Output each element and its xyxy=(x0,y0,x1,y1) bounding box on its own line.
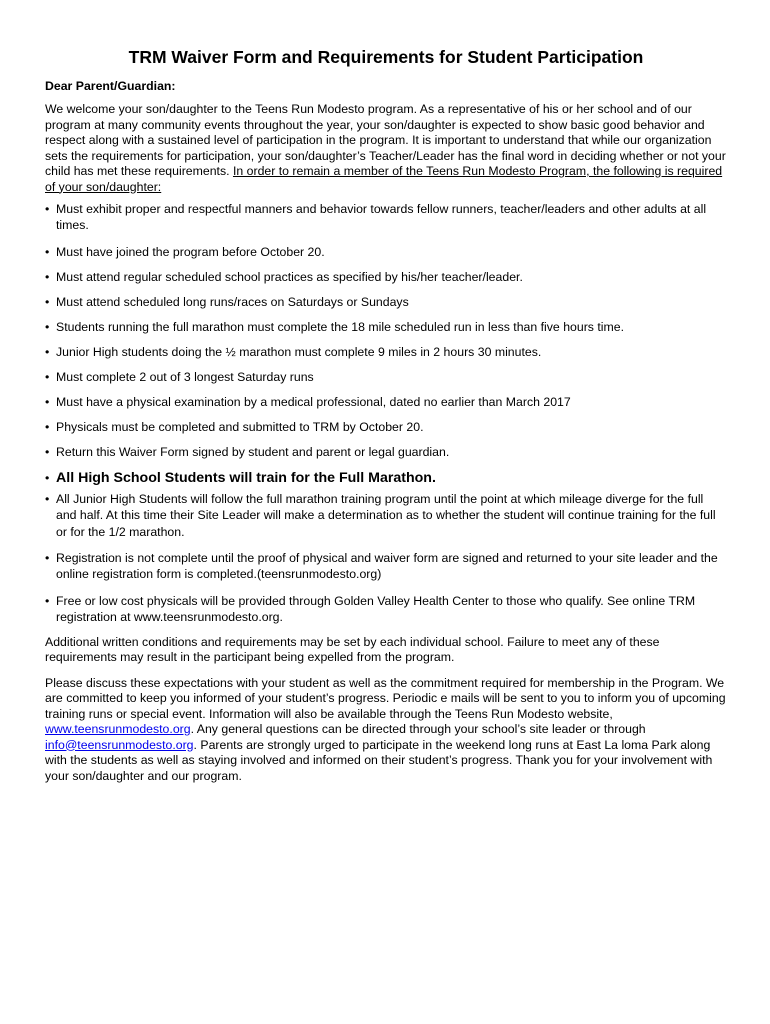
requirement-item: • Return this Waiver Form signed by student and parent or legal guardian. xyxy=(45,445,450,459)
requirement-item: • All Junior High Students will follow the full marathon training program until the point at which mileage diverge for the full and half. At this time their Site Leader will make a determination as to whether the student will continue training for the full or for the 1/2 marathon. xyxy=(45,491,716,539)
bullet-icon: • xyxy=(45,370,50,384)
bullet-icon: • xyxy=(45,491,50,506)
bullet-icon: • xyxy=(45,551,50,565)
intro-underlined-text: In order to remain a member of the Teens Run Modesto Program, the following is required of your son/daughter: xyxy=(45,164,723,194)
bullet-icon: • xyxy=(45,345,50,359)
bullet-icon: • xyxy=(45,245,50,259)
bullet-icon: • xyxy=(45,295,50,309)
page-title: TRM Waiver Form and Requirements for Student Participation xyxy=(128,47,644,67)
requirement-item: • Must have a physical examination by a medical professional, dated no earlier than March 2017 xyxy=(45,395,571,409)
requirements-list xyxy=(45,202,727,625)
salutation: Dear Parent/Guardian: xyxy=(45,79,176,93)
requirement-item: • Registration is not complete until the proof of physical and waiver form are signed and returned to your site leader and the online registration form is completed.(teensrunmodesto.org) xyxy=(45,551,718,581)
closing-paragraph: Please discuss these expectations with your student as well as the commitment required for membership in the Program. We are committed to keep you informed of your student’s progress. Periodic e mails will be sent to you to inform you of upcoming training runs or special event. Information will also be available through the Teens Run Modesto website, www.teensrunmodesto.org. Any general questions can be directed through your school’s site leader or through info@teensrunmodesto.org. Parents are strongly urged to participate in the weekend long runs at East La loma Park along with the students as well as staying involved and informed on their student’s progress. Thank you for your involvement with your son/daughter and our program. xyxy=(45,675,726,783)
document-page xyxy=(45,46,727,784)
requirement-item: • Junior High students doing the ½ marathon must complete 9 miles in 2 hours 30 minutes. xyxy=(45,345,542,359)
email-link[interactable]: info@teensrunmodesto.org xyxy=(45,737,194,752)
requirement-item: • Must exhibit proper and respectful manners and behavior towards fellow runners, teacher/leaders and other adults at all times. xyxy=(45,202,707,232)
additional-conditions-paragraph: Additional written conditions and requirements may be set by each individual school. Failure to meet any of these requirements may result in the participant being expelled from the program. xyxy=(45,634,660,664)
requirement-item: • Free or low cost physicals will be provided through Golden Valley Health Center to those who qualify. See online TRM registration at www.teensrunmodesto.org. xyxy=(45,594,696,624)
bullet-icon: • xyxy=(45,594,50,608)
requirement-item-highlight: • All High School Students will train for the Full Marathon. xyxy=(45,469,436,486)
intro-paragraph xyxy=(45,102,727,195)
requirement-item: • Students running the full marathon must complete the 18 mile scheduled run in less than five hours time. xyxy=(45,320,625,334)
bullet-icon: • xyxy=(45,270,50,284)
bullet-icon: • xyxy=(45,395,50,409)
website-link[interactable]: www.teensrunmodesto.org xyxy=(45,722,191,736)
bullet-icon: • xyxy=(45,470,50,485)
requirement-item: • Must attend regular scheduled school practices as specified by his/her teacher/leader. xyxy=(45,270,523,284)
bullet-icon: • xyxy=(45,202,50,216)
intro-text: We welcome your son/daughter to the Teens Run Modesto program. As a representative of his or her school and of our program at many community events throughout the year, your son/daughter is expected to show basic good behavior and respect along with a sustained level of participation in the program. It is important to understand that while our organization sets the requirements for participation, your son/daughter’s Teacher/Leader has the final word in deciding whether or not your child has met these requirements. xyxy=(45,102,726,178)
bullet-icon: • xyxy=(45,320,50,334)
bullet-icon: • xyxy=(45,445,50,459)
requirement-item: • Physicals must be completed and submitted to TRM by October 20. xyxy=(45,420,424,434)
requirement-item: • Must attend scheduled long runs/races on Saturdays or Sundays xyxy=(45,295,409,309)
bullet-icon: • xyxy=(45,420,50,434)
requirement-item: • Must have joined the program before October 20. xyxy=(45,245,325,259)
requirement-item: • Must complete 2 out of 3 longest Saturday runs xyxy=(45,370,314,384)
